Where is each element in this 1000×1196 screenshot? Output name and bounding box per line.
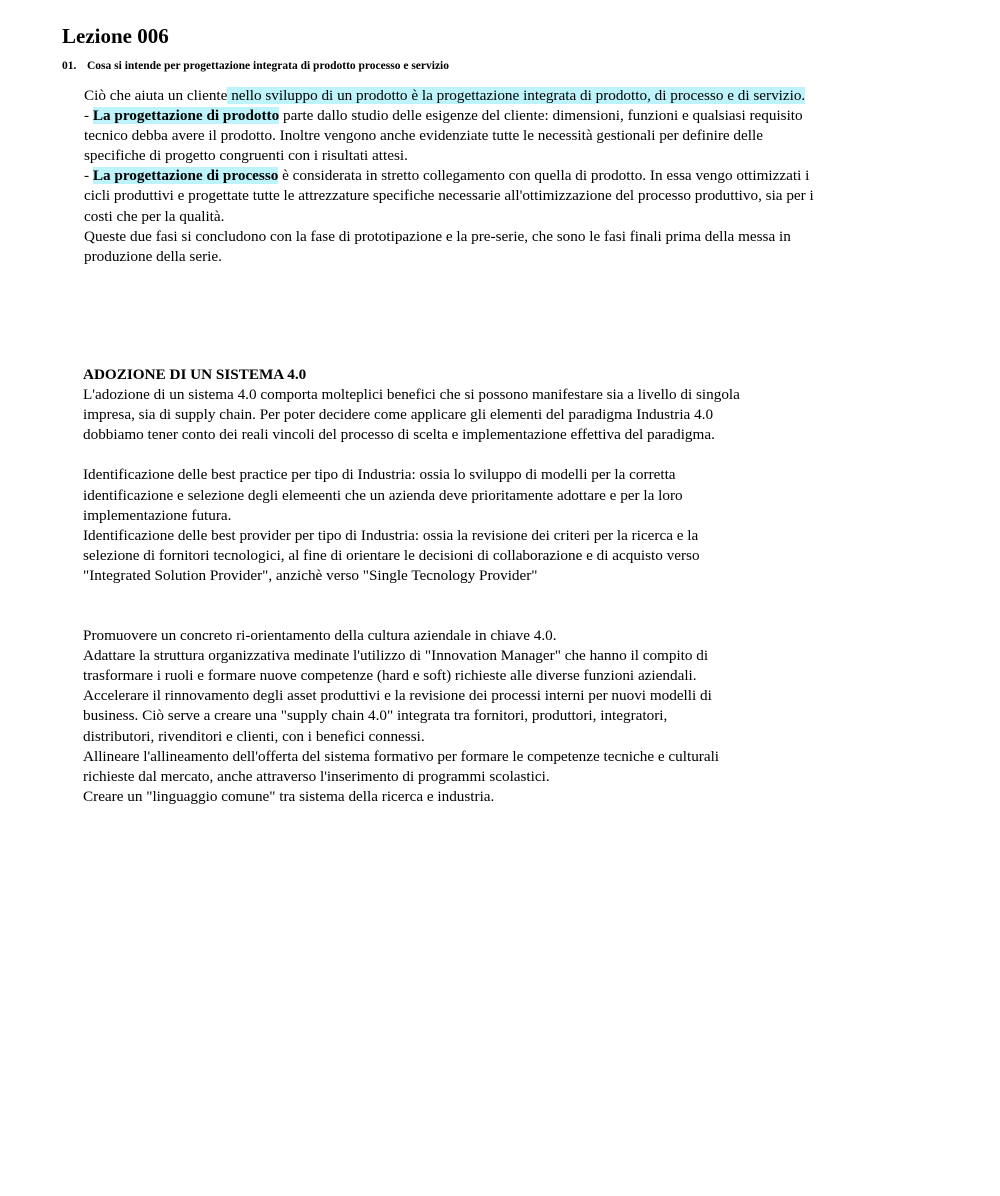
notes-line: Promuovere un concreto ri-orientamento della cultura aziendale in chiave 4.0.: [83, 627, 557, 645]
question-text: Cosa si intende per progettazione integrata di prodotto processo e servizio: [87, 60, 450, 72]
answer-line: [84, 86, 944, 106]
notes-line: "Integrated Solution Provider", anzichè verso "Single Tecnology Provider": [83, 566, 538, 584]
notes-line: dobbiamo tener conto dei reali vincoli del processo di scelta e implementazione effettiva del paradigma.: [83, 426, 715, 444]
notes-line: distributori, rivenditori e clienti, con i benefici connessi.: [83, 727, 425, 745]
page-title: Lezione 006: [62, 24, 169, 48]
answer-line: Queste due fasi si concludono con la fase di prototipazione e la pre-serie, che sono le fasi finali prima della messa in: [84, 227, 791, 245]
answer-line: [84, 106, 944, 126]
answer-text: Ciò che aiuta un cliente: [84, 87, 228, 104]
question-number: 01.: [62, 60, 77, 72]
answer-text: è considerata in stretto collegamento con quella di prodotto. In essa vengo ottimizzati i: [278, 167, 810, 185]
notes-line: richieste dal mercato, anche attraverso l'inserimento di programmi scolastici.: [83, 767, 550, 785]
notes-line: Identificazione delle best provider per tipo di Industria: ossia la revisione dei criteri per la ricerca e la: [83, 526, 699, 544]
notes-line: Accelerare il rinnovamento degli asset produttivi e la revisione dei processi interni per nuovi modelli di: [83, 687, 712, 705]
highlighted-text: nello sviluppo di un prodotto è la progettazione integrata di prodotto, di processo e di servizio.: [227, 87, 806, 104]
notes-line: Identificazione delle best practice per tipo di Industria: ossia lo sviluppo di modelli per la corretta: [83, 466, 676, 484]
answer-line: cicli produttivi e progettate tutte le attrezzature specifiche necessarie all'ottimizzazione del processo produttivo, sia per i: [84, 187, 814, 205]
notes-line: selezione di fornitori tecnologici, al fine di orientare le decisioni di collaborazione e di acquisto verso: [83, 546, 700, 564]
answer-text: parte dallo studio delle esigenze del cliente: dimensioni, funzioni e qualsiasi requisito: [279, 107, 803, 125]
list-dash: -: [84, 107, 93, 125]
notes-line: identificazione e selezione degli elemeenti che un azienda deve prioritamente adottare e per la loro: [83, 486, 683, 504]
notes-line: L'adozione di un sistema 4.0 comporta molteplici benefici che si possono manifestare sia a livello di singola: [83, 386, 740, 404]
notes-line: Allineare l'allineamento dell'offerta del sistema formativo per formare le competenze tecniche e culturali: [83, 747, 720, 765]
notes-line: Creare un "linguaggio comune" tra sistema della ricerca e industria.: [83, 787, 495, 805]
paragraph-gap: [83, 586, 943, 626]
section-heading: ADOZIONE DI UN SISTEMA 4.0: [83, 366, 307, 383]
paragraph-gap: [83, 445, 943, 465]
question-heading: [62, 60, 449, 72]
notes-line: trasformare i ruoli e formare nuove competenze (hard e soft) richieste alle diverse funzioni aziendali.: [83, 667, 697, 685]
notes-line: implementazione futura.: [83, 506, 232, 524]
answer-line: tecnico debba avere il prodotto. Inoltre vengono anche evidenziate tutte le necessità gestionali per definire delle: [84, 127, 763, 145]
highlighted-bold-term: La progettazione di prodotto: [92, 107, 280, 125]
notes-line: Adattare la struttura organizzativa medinate l'utilizzo di "Innovation Manager" che hanno il compito di: [83, 647, 709, 665]
list-dash: -: [84, 167, 93, 185]
notes-line: business. Ciò serve a creare una "supply chain 4.0" integrata tra fornitori, produttori, integratori,: [83, 707, 668, 725]
answer-block: [84, 86, 944, 267]
answer-line: costi che per la qualità.: [84, 207, 225, 225]
notes-line: impresa, sia di supply chain. Per poter decidere come applicare gli elementi del paradigma Industria 4.0: [83, 406, 714, 424]
answer-line: specifiche di progetto congruenti con i risultati attesi.: [84, 147, 408, 165]
highlighted-bold-term: La progettazione di processo: [92, 167, 279, 185]
notes-block: [83, 365, 943, 807]
answer-line: produzione della serie.: [84, 247, 222, 265]
answer-line: [84, 166, 944, 186]
